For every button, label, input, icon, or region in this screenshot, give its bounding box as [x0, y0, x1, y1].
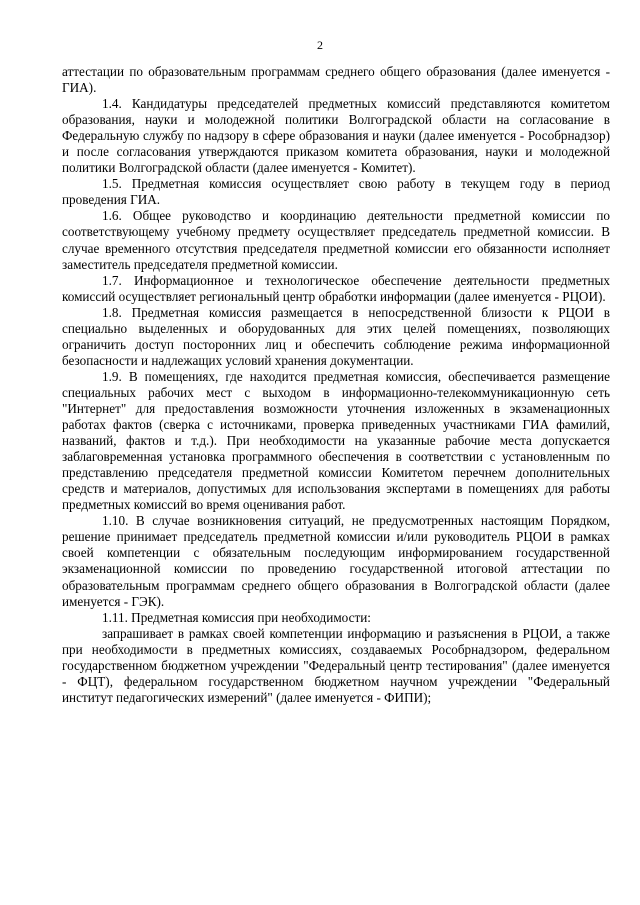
paragraph-1-9: 1.9. В помещениях, где находится предметная комиссия, обеспечивается размещение специальных рабочих мест с выходом в информационно-телекоммуникационную сеть "Интернет" для предоставления возможности уточнения изложенных в экзаменационных работах фактов (сверка с источниками, проверка приведенных участниками ГИА фамилий, названий, фактов и т.д.). При необходимости на указанные рабочие места допускается заблаговременная установка программного обеспечения в соответствии с установленным по представлению председателя предметной комиссии Комитетом перечнем дополнительных средств и материалов, допустимых для использования экспертами в помещениях для работы предметных комиссий во время оценивания работ. [62, 368, 610, 513]
paragraph-1-11: 1.11. Предметная комиссия при необходимости: [102, 609, 371, 625]
paragraph-1-5: 1.5. Предметная комиссия осуществляет свою работу в текущем году в период проведения ГИА. [62, 176, 610, 208]
paragraph-1-10: 1.10. В случае возникновения ситуаций, не предусмотренных настоящим Порядком, решение принимает председатель предметной комиссии и/или руководитель РЦОИ в рамках своей компетенции с обязательным последующим информированием государственной экзаменационной комиссии по проведению государственной итоговой аттестации по образовательным программам среднего общего образования в Волгоградской области (далее именуется - ГЭК). [62, 513, 610, 609]
paragraph-1-11-item: запрашивает в рамках своей компетенции информацию и разъяснения в РЦОИ, а также при необходимости в предметных комиссиях, создаваемых Рособрнадзором, федеральном государственном бюджетном учреждении "Федеральный центр тестирования" (далее именуется - ФЦТ), федеральном государственном бюджетном научном учреждении "Федеральный институт педагогических измерений" (далее именуется - ФИПИ); [62, 625, 610, 705]
paragraph-1-6: 1.6. Общее руководство и координацию деятельности предметной комиссии по соответствующему учебному предмету осуществляет председатель предметной комиссии. В случае временного отсутствия председателя предметной комиссии его обязанности исполняет заместитель председателя предметной комиссии. [62, 208, 610, 272]
document-body [62, 64, 610, 706]
paragraph-continuation: аттестации по образовательным программам среднего общего образования (далее именуется - ГИА). [62, 64, 610, 96]
paragraph-1-4: 1.4. Кандидатуры председателей предметных комиссий представляются комитетом образования, науки и молодежной политики Волгоградской области на согласование в Федеральную службу по надзору в сфере образования и науки (далее именуется - Рособрнадзор) и после согласования утверждаются приказом комитета образования, науки и молодежной политики Волгоградской области (далее именуется - Комитет). [62, 96, 610, 176]
paragraph-1-8: 1.8. Предметная комиссия размещается в непосредственной близости к РЦОИ в специально выделенных и оборудованных для этих целей помещениях, позволяющих ограничить доступ посторонних лиц и обеспечить соблюдение режима информационной безопасности и надлежащих условий хранения документации. [62, 304, 610, 368]
paragraph-1-7: 1.7. Информационное и технологическое обеспечение деятельности предметных комиссий осуществляет региональный центр обработки информации (далее именуется - РЦОИ). [62, 272, 610, 304]
page-number: 2 [317, 38, 323, 52]
